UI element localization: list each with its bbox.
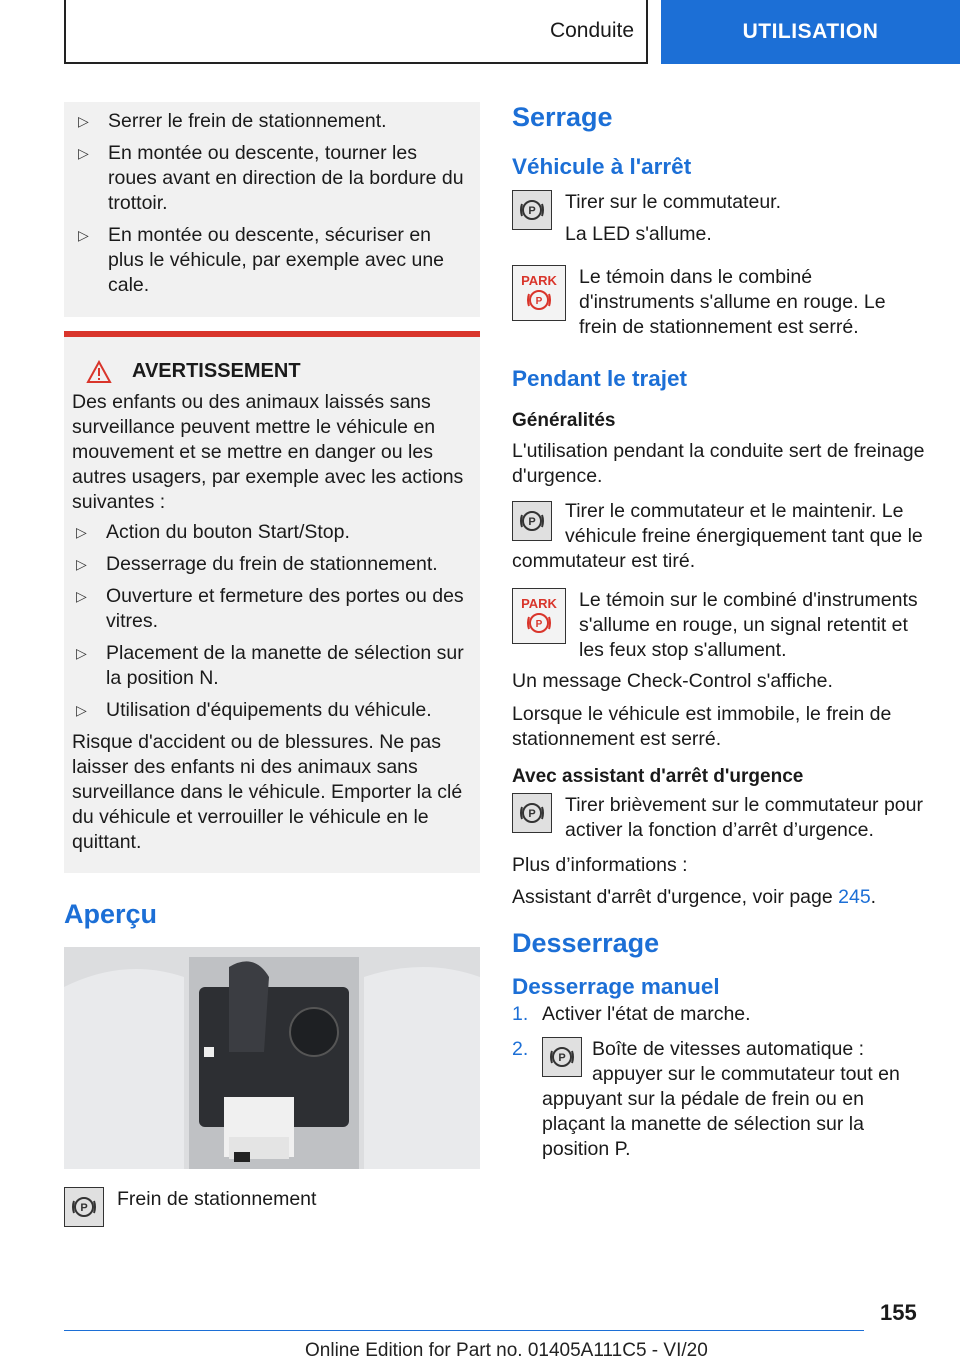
footer-edition: Online Edition for Part no. 01405A111C5 - VI/20	[305, 1340, 708, 1361]
svg-text:P: P	[528, 808, 536, 820]
chapter-title: UTILISATION	[742, 20, 879, 43]
parking-brake-switch-icon	[512, 501, 552, 541]
photo-caption: Frein de stationnement	[117, 1188, 317, 1210]
list-item: ▷ Utilisation d'équipements du véhicule.	[72, 698, 470, 723]
list-item: ▷ Action du bouton Start/Stop.	[72, 520, 470, 545]
right-column: Serrage Véhicule à l'arrêt P Tirer sur le commutateur. La LED s'allume. PARK P Le témoin dans le combiné d'instruments s'allume en rouge. Le frein de stationnement est serré. Pendant le trajet Généralités L'utilisation pendant la conduite sert de freinage d'urgence. P Tirer le commutateur et le maintenir. Le véhicule freine énergiquement tant que le commutateur est tiré. PARK P Le témoin sur le combiné d'instruments s'allume en rouge, un signal retentit et les feux stop s'allument. Un message Check-Control s'affiche. Lorsque le véhicule est immobile, le frein de stationnement est serré. Avec assistant d'arrêt d'urgence P Tirer brièvement sur le commutateur pour activer la fonction d’arrêt d’urgence. Plus d’informations : Assistant d'arrêt d'urgence, voir page 245. Desserrage Desserrage manuel 1. Activer l'état de marche. 2. P Boîte de vitesses automatique : appuyer sur le commutateur tout en appuyant sur la pédale de frein ou en plaçant la manette de sélection sur la position P.	[512, 100, 928, 1162]
serrage-heading: Serrage	[512, 102, 613, 132]
warning-intro: Des enfants ou des animaux laissés sans surveillance peuvent mettre le véhicule en mouvement et se mettre en danger ou les autres usagers, par exemple avec les actions suivantes :	[72, 391, 464, 513]
svg-text:P: P	[528, 516, 536, 528]
list-item: ▷ Desserrage du frein de stationnement.	[72, 552, 470, 577]
page-link[interactable]: 245	[838, 886, 871, 908]
svg-text:P: P	[80, 1202, 88, 1214]
apercu-heading: Aperçu	[64, 899, 158, 929]
arret-instruction: P Tirer sur le commutateur. La LED s'allume.	[512, 190, 928, 247]
triangle-bullet-icon: ▷	[76, 702, 87, 718]
section-title: Conduite	[549, 19, 634, 42]
center-console-photo	[64, 947, 480, 1169]
generalites-heading: Généralités	[512, 410, 616, 431]
list-item: ▷ Ouverture et fermeture des portes ou des vitres.	[72, 584, 470, 634]
trajet-heading: Pendant le trajet	[512, 366, 688, 391]
arret-heading: Véhicule à l'arrêt	[512, 154, 692, 179]
triangle-bullet-icon: ▷	[76, 645, 87, 661]
caption-row	[64, 1187, 480, 1227]
warning-triangle-icon	[86, 360, 112, 384]
svg-text:P: P	[558, 1052, 566, 1064]
triangle-bullet-icon: ▷	[76, 524, 87, 540]
header-chapter	[661, 0, 960, 64]
warning-title: AVERTISSEMENT	[72, 359, 470, 384]
triangle-bullet-icon: ▷	[78, 227, 89, 243]
steps-box	[64, 102, 480, 317]
tirer-instruction: P Tirer le commutateur et le maintenir. Le véhicule freine énergiquement tant que le commutateur est tiré.	[512, 500, 923, 572]
park-indicator-icon: PARK P	[512, 265, 566, 321]
assistant-instruction: P Tirer brièvement sur le commutateur pour activer la fonction d’arrêt d’urgence.	[512, 793, 928, 843]
assistant-heading: Avec assistant d'arrêt d'urgence	[512, 766, 804, 787]
list-item: ▷ Placement de la manette de sélection sur la position N.	[72, 641, 470, 691]
warning-outro: Risque d'accident ou de blessures. Ne pas laisser des enfants ni des animaux sans surveillance dans le véhicule. Emporter la clé du véhicule et verrouiller le véhicule en le quittant.	[72, 731, 463, 853]
left-column	[64, 102, 480, 1227]
manuel-heading: Desserrage manuel	[512, 974, 720, 999]
page-number: 155	[880, 1300, 917, 1325]
footer-divider	[64, 1330, 864, 1331]
header-section	[64, 0, 648, 64]
parking-brake-switch-icon	[512, 793, 552, 833]
park-indicator-row: PARK P Le témoin dans le combiné d'instruments s'allume en rouge. Le frein de stationnement est serré.	[512, 265, 928, 340]
desserrage-heading: Desserrage	[512, 928, 660, 958]
triangle-bullet-icon: ▷	[76, 556, 87, 572]
svg-text:P: P	[528, 205, 536, 217]
warning-box	[64, 331, 480, 873]
svg-text:P: P	[535, 619, 543, 630]
triangle-bullet-icon: ▷	[78, 145, 89, 161]
step-item: 2. P Boîte de vitesses automatique : appuyer sur le commutateur tout en appuyant sur la pédale de frein ou en plaçant la manette de sélection sur la position P.	[512, 1038, 900, 1160]
park-indicator-icon: PARK P	[512, 588, 566, 644]
parking-brake-switch-icon	[64, 1187, 104, 1227]
step-item: 1. Activer l'état de marche.	[512, 1003, 751, 1025]
parking-brake-switch-icon	[512, 190, 552, 230]
triangle-bullet-icon: ▷	[76, 588, 87, 604]
page-reference: Assistant d'arrêt d'urgence, voir page 245.	[512, 886, 877, 908]
parking-brake-switch-icon	[542, 1037, 582, 1077]
park-indicator-row: PARK P Le témoin sur le combiné d'instruments s'allume en rouge, un signal retentit et les feux stop s'allument.	[512, 588, 928, 663]
list-item: ▷ En montée ou descente, sécuriser en plus le véhicule, par exemple avec une cale.	[74, 223, 470, 298]
svg-text:P: P	[535, 296, 543, 307]
list-item: ▷ Serrer le frein de stationnement.	[74, 109, 470, 134]
list-item: ▷ En montée ou descente, tourner les roues avant en direction de la bordure du trottoir.	[74, 141, 470, 216]
triangle-bullet-icon: ▷	[78, 113, 89, 129]
